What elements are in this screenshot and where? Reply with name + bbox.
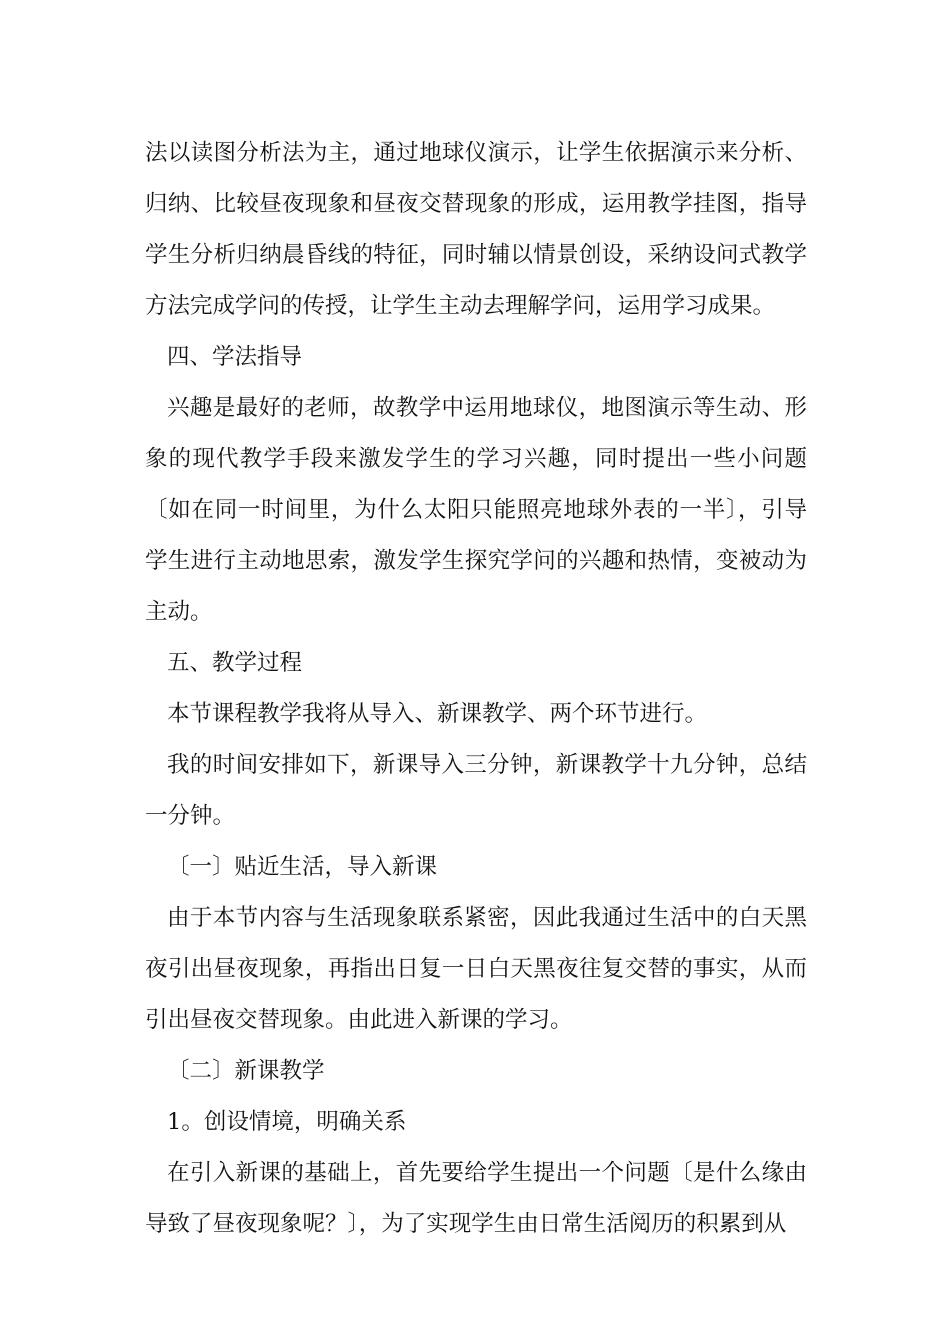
section-heading-study-guidance: 四、学法指导	[167, 344, 303, 370]
document-body	[145, 128, 807, 1250]
paragraph-question: 在引入新课的基础上，首先要给学生提出一个问题〔是什么缘由导致了昼夜现象呢？〕，为了实现学生由日常生活阅历的积累到从	[145, 1160, 807, 1237]
subheading-new-lesson: 〔二〕新课教学	[167, 1058, 325, 1084]
paragraph-course-stages: 本节课程教学我将从导入、新课教学、两个环节进行。	[167, 701, 708, 727]
section-heading-teaching-process: 五、教学过程	[167, 650, 303, 676]
subheading-introduction: 〔一〕贴近生活，导入新课	[167, 854, 438, 880]
paragraph-method: 法以读图分析法为主，通过地球仪演示，让学生依据演示来分析、归纳、比较昼夜现象和昼夜交替现象的形成，运用教学挂图，指导学生分析归纳晨昏线的特征，同时辅以情景创设，采纳设问式教学方法完成学问的传授，让学生主动去理解学问，运用学习成果。	[145, 140, 807, 319]
paragraph-time-plan: 我的时间安排如下，新课导入三分钟，新课教学十九分钟，总结一分钟。	[145, 752, 807, 829]
paragraph-introduction: 由于本节内容与生活现象联系紧密，因此我通过生活中的白天黑夜引出昼夜现象，再指出日复一日白天黑夜往复交替的事实，从而引出昼夜交替现象。由此进入新课的学习。	[145, 905, 807, 1033]
subheading-create-situation: 1。创设情境，明确关系	[167, 1109, 407, 1135]
paragraph-interest: 兴趣是最好的老师，故教学中运用地球仪，地图演示等生动、形象的现代教学手段来激发学生的学习兴趣，同时提出一些小问题〔如在同一时间里，为什么太阳只能照亮地球外表的一半〕，引导学生进行主动地思索，激发学生探究学问的兴趣和热情，变被动为主动。	[145, 395, 807, 625]
